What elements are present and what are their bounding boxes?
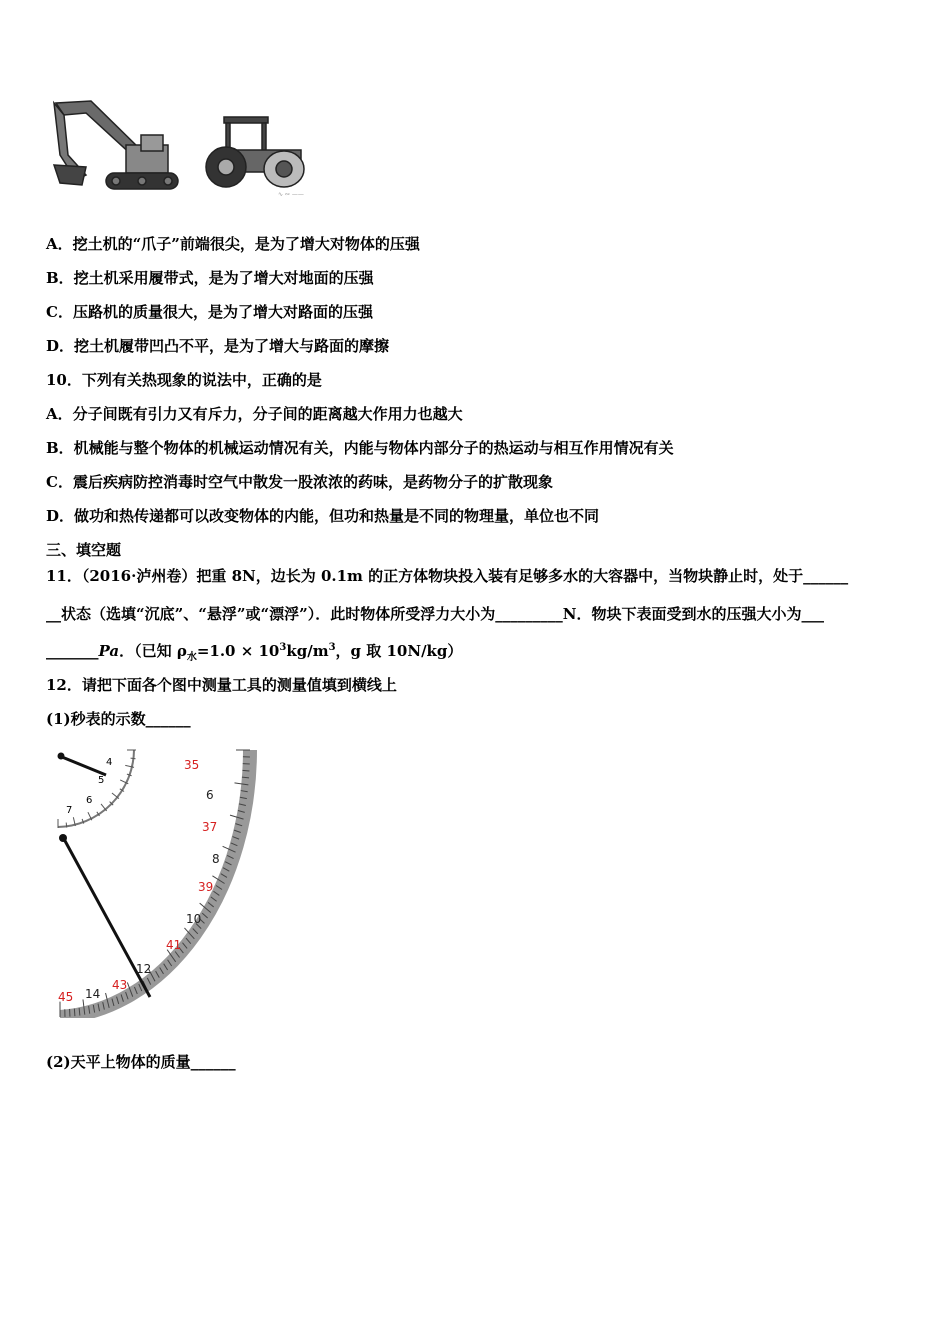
q11-g-value: ，g 取 10N/kg）: [335, 642, 463, 660]
exponent-3: 3: [279, 642, 287, 653]
q10-option-d: D．做功和热传递都可以改变物体的内能，但功和热量是不同的物理量，单位也不同: [46, 507, 600, 525]
second-dial-label: 10: [186, 912, 202, 926]
q10-option-b: B．机械能与整个物体的机械运动情况有关，内能与物体内部分子的热运动与相互作用情况有关: [46, 439, 674, 457]
q9-option-d: D．挖土机履带凹凸不平，是为了增大与路面的摩擦: [46, 337, 390, 355]
q10-option-a: A．分子间既有引力又有斥力，分子间的距离越大作用力也越大: [46, 405, 463, 423]
second-dial-label: 8: [212, 852, 220, 866]
small-dial-label: 7: [66, 805, 73, 816]
q12-part2: (2)天平上物体的质量______: [46, 1053, 236, 1071]
second-dial-tick: [242, 770, 249, 771]
q11-line2: __状态（选填“沉底”、“悬浮”或“漂浮”）．此时物体所受浮力大小为_________N．物块下表面受到水的压强大小为___: [46, 605, 824, 623]
second-dial-label: 14: [85, 987, 101, 1001]
machinery-photo: [46, 95, 326, 200]
q12-stem: 12．请把下面各个图中测量工具的测量值填到横线上: [46, 676, 397, 694]
second-dial-red-label: 35: [184, 758, 200, 772]
q11-blank: _______: [46, 642, 99, 660]
q10-option-c: C．震后疾病防控消毒时空气中散发一股浓浓的药味，是药物分子的扩散现象: [46, 473, 553, 491]
second-dial-label: 6: [206, 788, 214, 802]
q10-stem: 10．下列有关热现象的说法中，正确的是: [46, 371, 322, 389]
q12-part1: (1)秒表的示数______: [46, 710, 191, 728]
small-dial-label: 4: [106, 757, 113, 768]
photo-caption: ∿ ∾ ——: [278, 191, 304, 198]
q11-density-unit: kg/m: [286, 642, 329, 660]
q11-density-value: =1.0 × 10: [196, 642, 280, 660]
stopwatch-figure: [50, 745, 265, 1020]
q9-option-c: C．压路机的质量很大，是为了增大对路面的压强: [46, 303, 373, 321]
q11-unit-pa: Pa: [98, 642, 120, 660]
q11-line3: [46, 641, 462, 661]
second-dial: [59, 750, 250, 1017]
second-dial-red-label: 41: [166, 938, 182, 952]
excavator-image: [54, 101, 178, 189]
second-dial-tick: [74, 1009, 75, 1017]
small-dial-label: 5: [98, 775, 105, 786]
second-dial-red-label: 45: [58, 990, 74, 1004]
q11-known-prefix: ．（已知 ρ: [119, 642, 187, 660]
small-dial-tick: [66, 823, 67, 828]
road-roller-image: [206, 117, 304, 187]
unit-exponent-3: 3: [328, 642, 336, 653]
minute-dial: [58, 750, 137, 828]
minute-hand: [62, 757, 106, 775]
q11-line1: 11．（2016·泸州卷）把重 8N，边长为 0.1m 的正方体物块投入装有足够多水的大容器中，当物块静止时，处于______: [46, 567, 849, 585]
second-dial-label: 12: [136, 962, 152, 976]
second-dial-red-label: 37: [202, 820, 218, 834]
q9-option-a: A．挖土机的“爪子”前端很尖，是为了增大对物体的压强: [46, 235, 420, 253]
second-dial-red-label: 39: [198, 880, 214, 894]
section-title: 三、填空题: [46, 541, 122, 559]
q9-option-b: B．挖土机采用履带式，是为了增大对地面的压强: [46, 269, 374, 287]
rho-subscript: 水: [186, 652, 197, 663]
small-dial-tick: [131, 758, 136, 759]
second-dial-red-label: 43: [112, 978, 128, 992]
small-dial-label: 6: [86, 795, 93, 806]
